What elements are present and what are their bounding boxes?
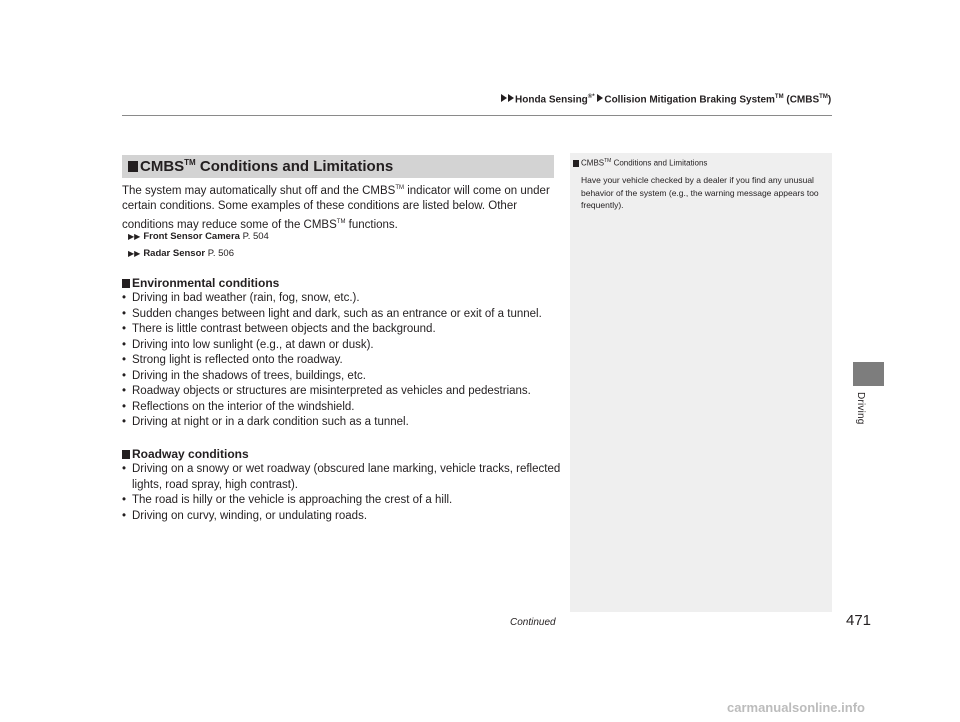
section-title: CMBS™ Conditions and Limitations (128, 158, 393, 175)
chapter-tab-label: Driving (855, 392, 866, 425)
cross-reference-link[interactable]: ▶▶ Radar Sensor P. 506 (128, 248, 234, 259)
list-item: • Driving into low sunlight (e.g., at dawn or dusk). (122, 338, 374, 351)
list-item: • There is little contrast between objects and the background. (122, 323, 436, 335)
triangle-icon (508, 94, 514, 102)
running-header (501, 94, 831, 105)
side-note-body: Have your vehicle checked by a dealer if you find any unusual behavior of the system (e.g., the warning message appears too frequently). (581, 175, 819, 210)
roadway-list (122, 462, 562, 524)
cross-reference-link[interactable]: ▶▶ Front Sensor Camera P. 504 (128, 231, 269, 242)
square-bullet-icon (122, 279, 130, 288)
side-note-title: CMBS™ Conditions and Limitations (573, 158, 707, 168)
list-item: • Driving at night or in a dark condition such as a tunnel. (122, 416, 409, 428)
continued-label: Continued (510, 617, 556, 628)
header-tm: TM (774, 94, 784, 100)
header-tm: TM (819, 94, 828, 100)
list-item: • Driving on curvy, winding, or undulating roads. (122, 509, 368, 522)
side-note-panel (570, 153, 832, 612)
header-part4: ) (827, 94, 832, 106)
chapter-tab (853, 362, 884, 386)
watermark: carmanualsonline.info (727, 700, 865, 715)
page-number: 471 (846, 612, 872, 629)
square-bullet-icon (128, 161, 138, 172)
list-item: • Sudden changes between light and dark, such as an entrance or exit of a tunnel. (122, 307, 542, 320)
reference-arrow-icon: ▶▶ (128, 249, 141, 258)
triangle-icon (501, 94, 507, 102)
intro-paragraph: The system may automatically shut off and the CMBS™ indicator will come on under certain conditions. Some examples of these conditions are listed below. Other conditions may reduce some of the CMBS™ functions. (122, 184, 550, 231)
header-rule (122, 115, 832, 116)
note-marker-icon (573, 160, 579, 167)
header-part3: (CMBS (783, 94, 820, 106)
list-item: • Strong light is reflected onto the roadway. (122, 354, 343, 366)
reference-arrow-icon: ▶▶ (128, 232, 141, 241)
list-item: • Roadway objects or structures are misinterpreted as vehicles and pedestrians. (122, 385, 531, 397)
header-part1: Honda Sensing (515, 94, 588, 106)
header-part2: Collision Mitigation Braking System (604, 94, 775, 106)
list-item: • Driving in bad weather (rain, fog, snow, etc.). (122, 292, 360, 304)
triangle-icon (597, 94, 603, 102)
list-item: • The road is hilly or the vehicle is approaching the crest of a hill. (122, 494, 453, 506)
environmental-list (122, 291, 562, 431)
list-item: • Driving in the shadows of trees, buildings, etc. (122, 369, 366, 382)
subheading-environmental: Environmental conditions (122, 276, 279, 290)
list-item: • Reflections on the interior of the windshield. (122, 400, 355, 413)
header-registered-mark: ®* (587, 94, 595, 100)
subheading-roadway: Roadway conditions (122, 447, 249, 461)
list-item: • Driving on a snowy or wet roadway (obscured lane marking, vehicle tracks, reflected lights, road spray, high contrast). (122, 463, 561, 491)
square-bullet-icon (122, 450, 130, 459)
